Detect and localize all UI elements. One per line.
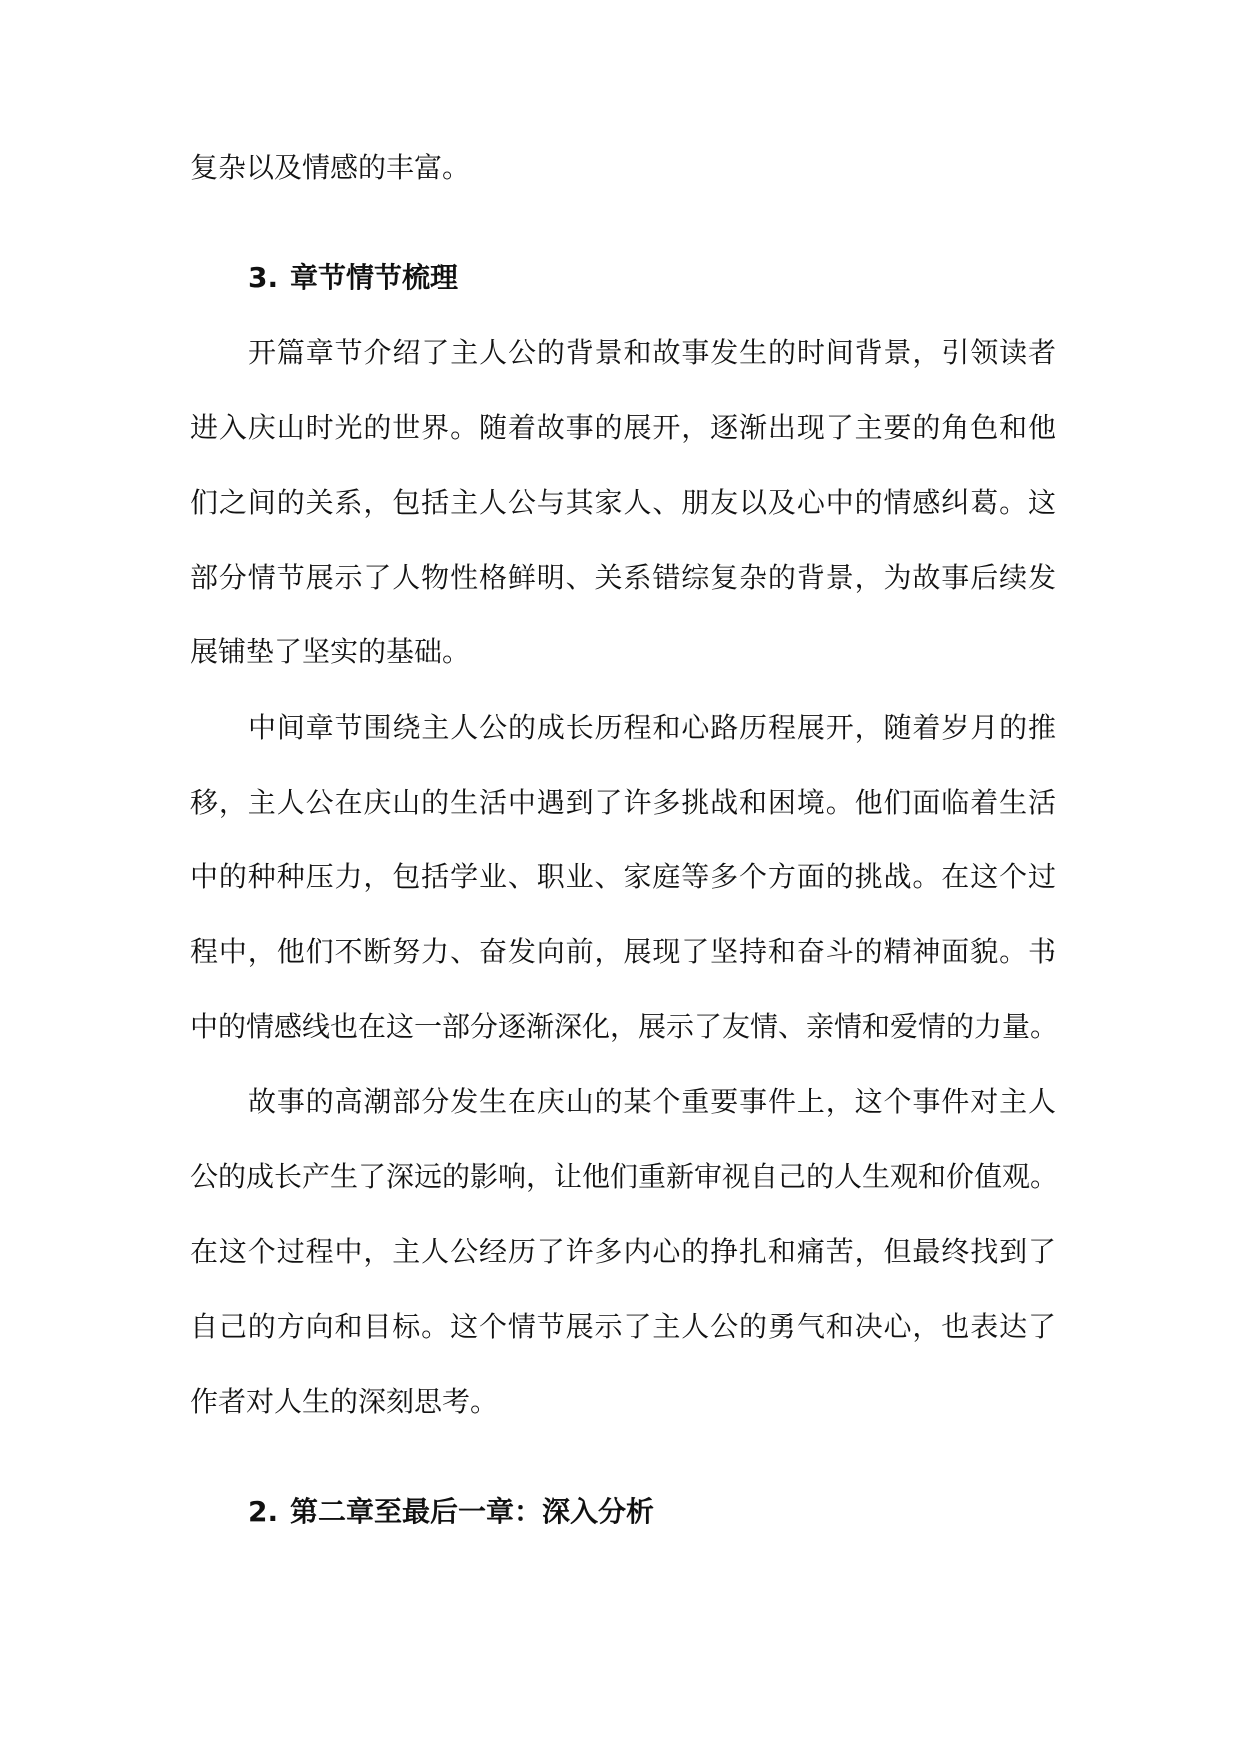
paragraph-line: 部分情节展示了人物性格鲜明、关系错综复杂的背景，为故事后续发 <box>190 561 1056 594</box>
paragraph-line: 在这个过程中，主人公经历了许多内心的挣扎和痛苦，但最终找到了 <box>190 1235 1056 1268</box>
paragraph-line: 移，主人公在庆山的生活中遇到了许多挑战和困境。他们面临着生活 <box>190 786 1056 819</box>
section-heading <box>248 1492 654 1532</box>
section-title: 章节情节梳理 <box>290 261 459 294</box>
section-number: 3. <box>248 261 279 294</box>
paragraph-line: 展铺垫了坚实的基础。 <box>190 635 471 668</box>
paragraph-line: 进入庆山时光的世界。随着故事的展开，逐渐出现了主要的角色和他 <box>190 411 1056 444</box>
paragraph-line: 复杂以及情感的丰富。 <box>190 151 471 184</box>
paragraph-line: 自己的方向和目标。这个情节展示了主人公的勇气和决心，也表达了 <box>190 1310 1056 1343</box>
paragraph-line: 作者对人生的深刻思考。 <box>190 1385 499 1418</box>
section-heading <box>248 258 458 298</box>
paragraph-line: 中的种种压力，包括学业、职业、家庭等多个方面的挑战。在这个过 <box>190 860 1056 893</box>
paragraph-line: 中间章节围绕主人公的成长历程和心路历程展开，随着岁月的推 <box>248 711 1056 744</box>
paragraph-line: 开篇章节介绍了主人公的背景和故事发生的时间背景，引领读者 <box>248 336 1056 369</box>
paragraph-line: 中的情感线也在这一部分逐渐深化，展示了友情、亲情和爱情的力量。 <box>190 1010 1059 1043</box>
paragraph-line: 故事的高潮部分发生在庆山的某个重要事件上，这个事件对主人 <box>248 1085 1056 1118</box>
section-title: 第二章至最后一章：深入分析 <box>290 1495 655 1528</box>
paragraph-line: 们之间的关系，包括主人公与其家人、朋友以及心中的情感纠葛。这 <box>190 486 1056 519</box>
paragraph-line: 公的成长产生了深远的影响，让他们重新审视自己的人生观和价值观。 <box>190 1160 1059 1193</box>
section-number: 2. <box>248 1495 279 1528</box>
paragraph-line: 程中，他们不断努力、奋发向前，展现了坚持和奋斗的精神面貌。书 <box>190 935 1056 968</box>
